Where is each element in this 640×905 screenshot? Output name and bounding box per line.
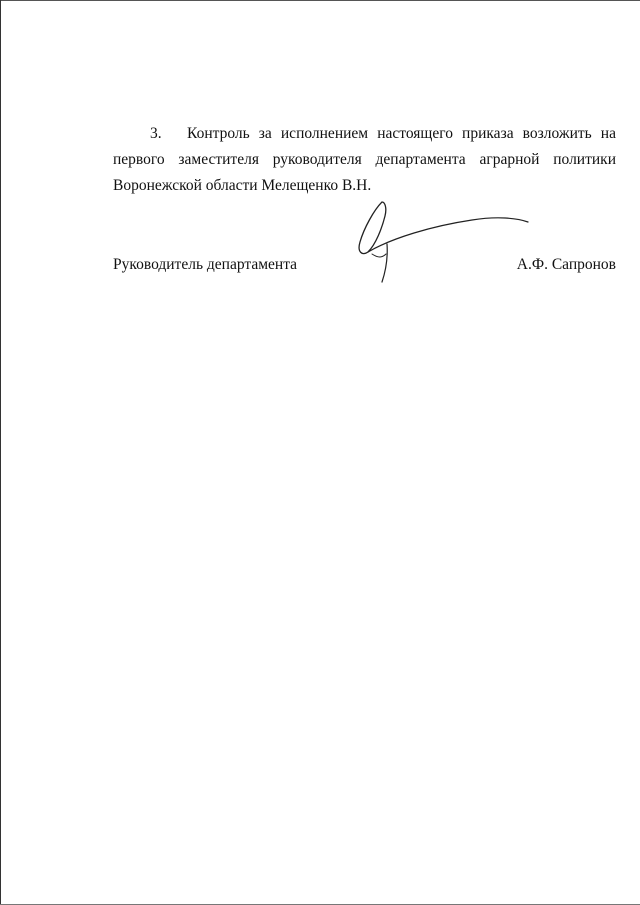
clause-number: 3. bbox=[150, 125, 162, 142]
clause-line-2: первого заместителя руководителя департамента аграрной политики bbox=[113, 151, 616, 168]
position-title: Руководитель департамента bbox=[113, 256, 298, 273]
clause-line-1 bbox=[113, 121, 616, 147]
clause-line-3: Воронежской области Мелещенко В.Н. bbox=[113, 177, 372, 194]
clause-text-1: Контроль за исполнением настоящего приказа возложить на bbox=[187, 125, 616, 142]
signer-name: А.Ф. Сапронов bbox=[516, 256, 616, 273]
clause-paragraph bbox=[113, 121, 616, 199]
page-edge-top bbox=[0, 0, 640, 1]
handwritten-signature-icon bbox=[352, 198, 537, 288]
page-edge-left bbox=[0, 0, 1, 905]
